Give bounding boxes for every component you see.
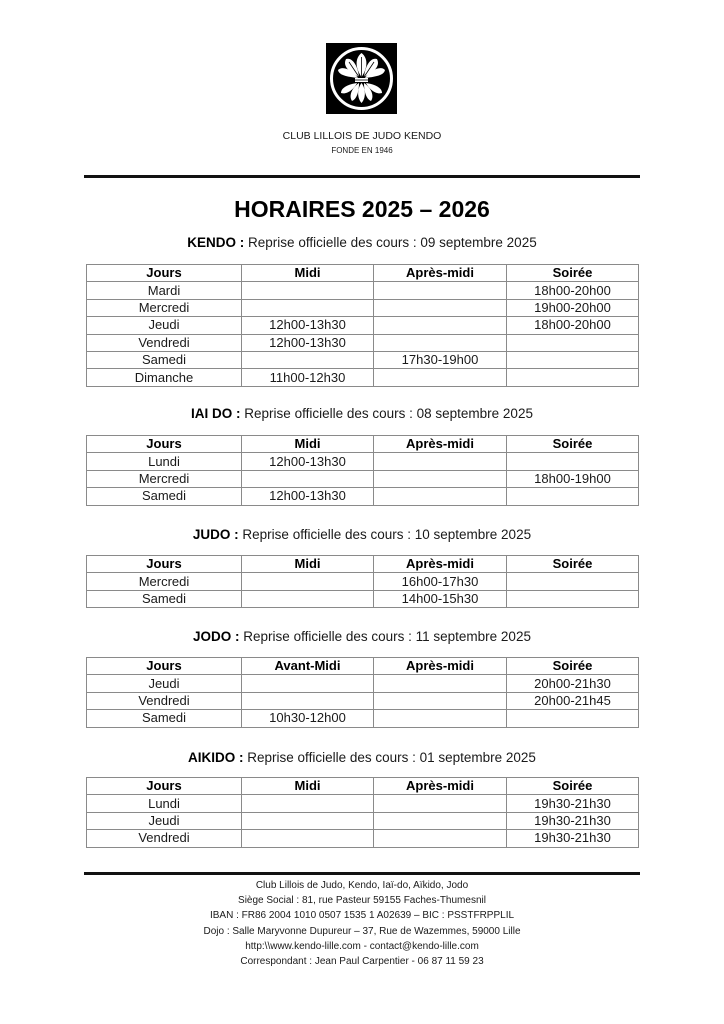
separator: : [231,629,244,644]
table-row [87,282,639,299]
time-slot-cell: 11h00-12h30 [242,369,374,386]
column-header-period-2: Après-midi [374,436,507,453]
club-logo [326,43,397,114]
discipline-name: KENDO [187,235,237,250]
resume-date: Reprise officielle des cours : 01 septembre 2025 [247,750,536,765]
time-slot-cell: 10h30-12h00 [242,710,374,727]
day-cell: Dimanche [87,369,242,386]
resume-date: Reprise officielle des cours : 09 septembre 2025 [248,235,537,250]
time-slot-cell: 12h00-13h30 [242,317,374,334]
time-slot-cell [374,710,507,727]
table-row [87,692,639,709]
time-slot-cell [374,369,507,386]
table-row [87,488,639,505]
separator: : [235,750,248,765]
column-header-jours: Jours [87,265,242,282]
footer-club-name: Club Lillois de Judo, Kendo, Iaï-do, Aïkido, Jodo [255,880,469,891]
schedule-table-iaido [86,435,639,506]
time-slot-cell: 19h30-21h30 [507,795,639,812]
time-slot-cell: 17h30-19h00 [374,351,507,368]
time-slot-cell [242,830,374,847]
day-cell: Mercredi [87,573,242,590]
column-header-jours: Jours [87,658,242,675]
schedule-table-judo [86,555,639,608]
time-slot-cell: 20h00-21h45 [507,692,639,709]
discipline-name: JUDO [192,527,231,542]
time-slot-cell [507,710,639,727]
time-slot-cell [507,351,639,368]
table-row [87,453,639,470]
day-cell: Samedi [87,351,242,368]
time-slot-cell [507,369,639,386]
time-slot-cell [374,692,507,709]
day-cell: Vendredi [87,334,242,351]
time-slot-cell [242,573,374,590]
column-header-period-1: Midi [242,778,374,795]
time-slot-cell [374,795,507,812]
day-cell: Mardi [87,282,242,299]
column-header-period-3: Soirée [507,436,639,453]
column-header-jours: Jours [87,778,242,795]
time-slot-cell [374,282,507,299]
separator: : [230,527,243,542]
table-header-row [87,658,639,675]
time-slot-cell [374,488,507,505]
table-row [87,470,639,487]
day-cell: Mercredi [87,470,242,487]
time-slot-cell: 18h00-20h00 [507,317,639,334]
footer-contact: http:\\www.kendo-lille.com - contact@kendo-lille.com [245,940,479,952]
time-slot-cell [242,351,374,368]
day-cell: Mercredi [87,299,242,316]
column-header-period-2: Après-midi [374,556,507,573]
day-cell: Samedi [87,590,242,607]
time-slot-cell: 19h30-21h30 [507,830,639,847]
time-slot-cell: 20h00-21h30 [507,675,639,692]
time-slot-cell [507,453,639,470]
table-row [87,710,639,727]
time-slot-cell [374,675,507,692]
time-slot-cell: 12h00-13h30 [242,453,374,470]
table-header-row [87,265,639,282]
column-header-period-3: Soirée [507,265,639,282]
table-row [87,369,639,386]
column-header-jours: Jours [87,436,242,453]
table-row [87,590,639,607]
table-row [87,351,639,368]
day-cell: Lundi [87,453,242,470]
table-row [87,317,639,334]
discipline-name: JODO [193,629,232,644]
column-header-period-2: Après-midi [374,778,507,795]
footer-bank-details: IBAN : FR86 2004 1010 0507 1535 1 A02639 – BIC : PSSTFRPPLIL [209,910,515,922]
time-slot-cell [242,692,374,709]
day-cell: Lundi [87,795,242,812]
time-slot-cell [242,282,374,299]
table-row [87,675,639,692]
time-slot-cell [507,488,639,505]
time-slot-cell [374,334,507,351]
discipline-name: AIKIDO [188,750,236,765]
column-header-period-3: Soirée [507,658,639,675]
fleur-crest-icon [326,43,397,114]
day-cell: Samedi [87,488,242,505]
day-cell: Jeudi [87,675,242,692]
table-header-row [87,778,639,795]
table-header-row [87,436,639,453]
column-header-period-3: Soirée [507,556,639,573]
time-slot-cell [242,812,374,829]
time-slot-cell: 12h00-13h30 [242,488,374,505]
resume-date: Reprise officielle des cours : 08 septembre 2025 [244,406,533,421]
club-name: CLUB LILLOIS DE JUDO KENDO [282,130,442,142]
separator: : [236,235,249,250]
time-slot-cell: 19h00-20h00 [507,299,639,316]
time-slot-cell: 12h00-13h30 [242,334,374,351]
column-header-period-1: Midi [242,556,374,573]
time-slot-cell: 19h30-21h30 [507,812,639,829]
section-title-judo [0,527,724,542]
table-row [87,795,639,812]
resume-date: Reprise officielle des cours : 11 septembre 2025 [243,629,531,644]
section-title-aikido [0,750,724,765]
time-slot-cell [374,830,507,847]
time-slot-cell: 18h00-19h00 [507,470,639,487]
time-slot-cell [242,299,374,316]
time-slot-cell [507,590,639,607]
separator: : [232,406,245,421]
time-slot-cell [242,470,374,487]
time-slot-cell [507,573,639,590]
time-slot-cell [507,334,639,351]
footer-dojo-address: Dojo : Salle Maryvonne Dupureur – 37, Rue de Wazemmes, 59000 Lille [203,925,521,937]
section-title-kendo [0,235,724,250]
day-cell: Vendredi [87,830,242,847]
column-header-period-3: Soirée [507,778,639,795]
table-header-row [87,556,639,573]
time-slot-cell [374,299,507,316]
table-row [87,334,639,351]
time-slot-cell: 16h00-17h30 [374,573,507,590]
day-cell: Jeudi [87,317,242,334]
section-title-iaido [0,406,724,421]
table-row [87,830,639,847]
column-header-period-2: Après-midi [374,658,507,675]
time-slot-cell [242,795,374,812]
club-founded: FONDE EN 1946 [331,146,393,155]
resume-date: Reprise officielle des cours : 10 septembre 2025 [242,527,532,542]
top-divider [84,175,640,178]
time-slot-cell [242,675,374,692]
table-row [87,299,639,316]
section-title-jodo [0,629,724,644]
time-slot-cell: 14h00-15h30 [374,590,507,607]
column-header-jours: Jours [87,556,242,573]
time-slot-cell: 18h00-20h00 [507,282,639,299]
column-header-period-2: Après-midi [374,265,507,282]
table-row [87,812,639,829]
table-row [87,573,639,590]
schedule-table-aikido [86,777,639,848]
schedule-table-kendo [86,264,639,387]
time-slot-cell [374,317,507,334]
schedule-table-jodo [86,657,639,728]
day-cell: Samedi [87,710,242,727]
bottom-divider [84,872,640,875]
discipline-name: IAI DO [191,406,233,421]
footer-address: Siège Social : 81, rue Pasteur 59155 Faches-Thumesnil [238,895,486,907]
time-slot-cell [374,453,507,470]
time-slot-cell [374,470,507,487]
column-header-period-1: Avant-Midi [242,658,374,675]
time-slot-cell [374,812,507,829]
footer [0,878,724,969]
footer-correspondent: Correspondant : Jean Paul Carpentier - 06 87 11 59 23 [240,956,484,968]
column-header-period-1: Midi [242,436,374,453]
page-title: HORAIRES 2025 – 2026 [234,196,490,222]
day-cell: Jeudi [87,812,242,829]
time-slot-cell [242,590,374,607]
column-header-period-1: Midi [242,265,374,282]
day-cell: Vendredi [87,692,242,709]
